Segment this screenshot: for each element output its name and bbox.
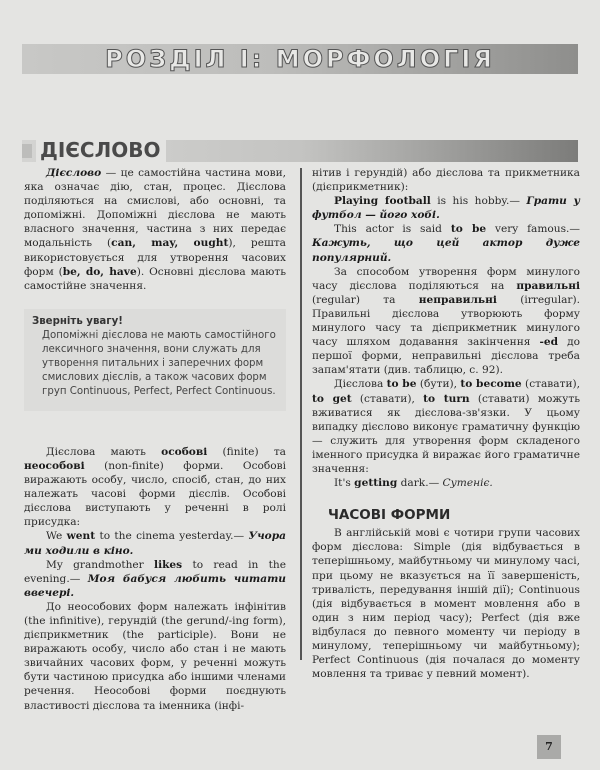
example-sentence: We went to the cinema yesterday.— Учора ми ходили в кіно. <box>24 530 286 557</box>
regular-irregular-paragraph: За способом утворення форм минулого часу дієслова поділяються на правильні (regular) та неправильні (irregular). Правильні дієслова утворюють форму минулого часу та дієприкметник минулого часу шляхом додавання закінчення -ed до першої форми, неправильні дієслова треба запам'ятати (див. таблицю, с. 92). <box>312 265 580 377</box>
subsection-title: ЧАСОВІ ФОРМИ <box>328 507 451 524</box>
example-sentence: Playing football is his hobby.— Грати у футбол — його хобі. <box>312 195 580 222</box>
section-title: ДІЄСЛОВО <box>36 136 166 164</box>
note-title: Зверніть увагу! <box>32 315 123 327</box>
chapter-title: РОЗДІЛ І: МОРФОЛОГІЯ <box>105 45 495 73</box>
example-sentence: It's getting dark.— Сутеніє. <box>334 477 493 490</box>
note-body: Допоміжні дієслова не мають самостійного лексичного значення, вони служать для утворення питальних і заперечних форм смислових дієслів, а також часових форм груп Continuous, Perfect, Perfect Continuous. <box>42 329 276 397</box>
definition-paragraph: Дієслово — це самостійна частина мови, яка означає дію, стан, процес. Дієслова поділяються на смислові, або основні, та допоміжні. Допоміжні дієслова не мають власного значення, частина з них передає модальність (can, may, ought), решта використовується для утворення часових форм (be, do, have). Основні дієслова мають самостійне значення. <box>24 167 286 292</box>
attention-note <box>24 309 286 411</box>
section-header-bar <box>22 140 578 162</box>
example-sentence: This actor is said to be very famous.— Кажуть, що цей актор дуже популярний. <box>312 223 580 264</box>
page-number: 7 <box>537 735 561 759</box>
column-divider <box>300 168 302 660</box>
linking-verbs-paragraph: Дієслова to be (бути), to become (ставати), to get (ставати), to turn (ставати) можуть вживатися як дієслова-зв'язки. У цьому випадку дієслово виконує граматичну функцію — служить для утворення форм складеного іменного присудка й виражає його граматичне значення: <box>312 378 580 475</box>
right-column <box>312 166 580 681</box>
finite-forms-paragraph: Дієслова мають особові (finite) та неособові (non-finite) форми. Особові виражають особу, число, спосіб, стан, до них належать часові форми дієслів. Особові дієслова виступають у реченні в ролі присудка: <box>24 445 286 529</box>
tense-groups-paragraph: В англійській мові є чотири групи часових форм дієслова: Simple (дія відбувається в теперішньому, майбутньому чи минулому часі, при цьому не вказується на її завершеність, тривалість, передування іншій дії); Continuous (дія відбувається в момент мовлення або в один з ним період часу); Perfect (дія вже відбулася до певного моменту чи періоду в минулому, теперішньому чи майбутньому); Perfect Continuous (дія почалася до моменту мовлення та триває у певний момент). <box>312 527 580 681</box>
left-column <box>24 166 286 713</box>
chapter-header-bar <box>22 44 578 74</box>
continuation-paragraph: нітив і герундій) або дієслова та прикметника (дієприкметник): <box>312 167 580 194</box>
example-sentence: My grandmother likes to read in the evening.— Моя бабуся любить читати ввечері. <box>24 558 286 599</box>
nonfinite-forms-paragraph: До неособових форм належать інфінітив (the infinitive), герундій (the gerund/-ing form), дієприкметник (the participle). Вони не виражають особу, число або стан і не мають звичайних часових форм, у реченні можуть бути частиною присудка або іншими членами речення. Неособові форми поєднують властивості дієслова та іменника (інфі- <box>24 600 286 712</box>
section-marker <box>22 144 32 158</box>
